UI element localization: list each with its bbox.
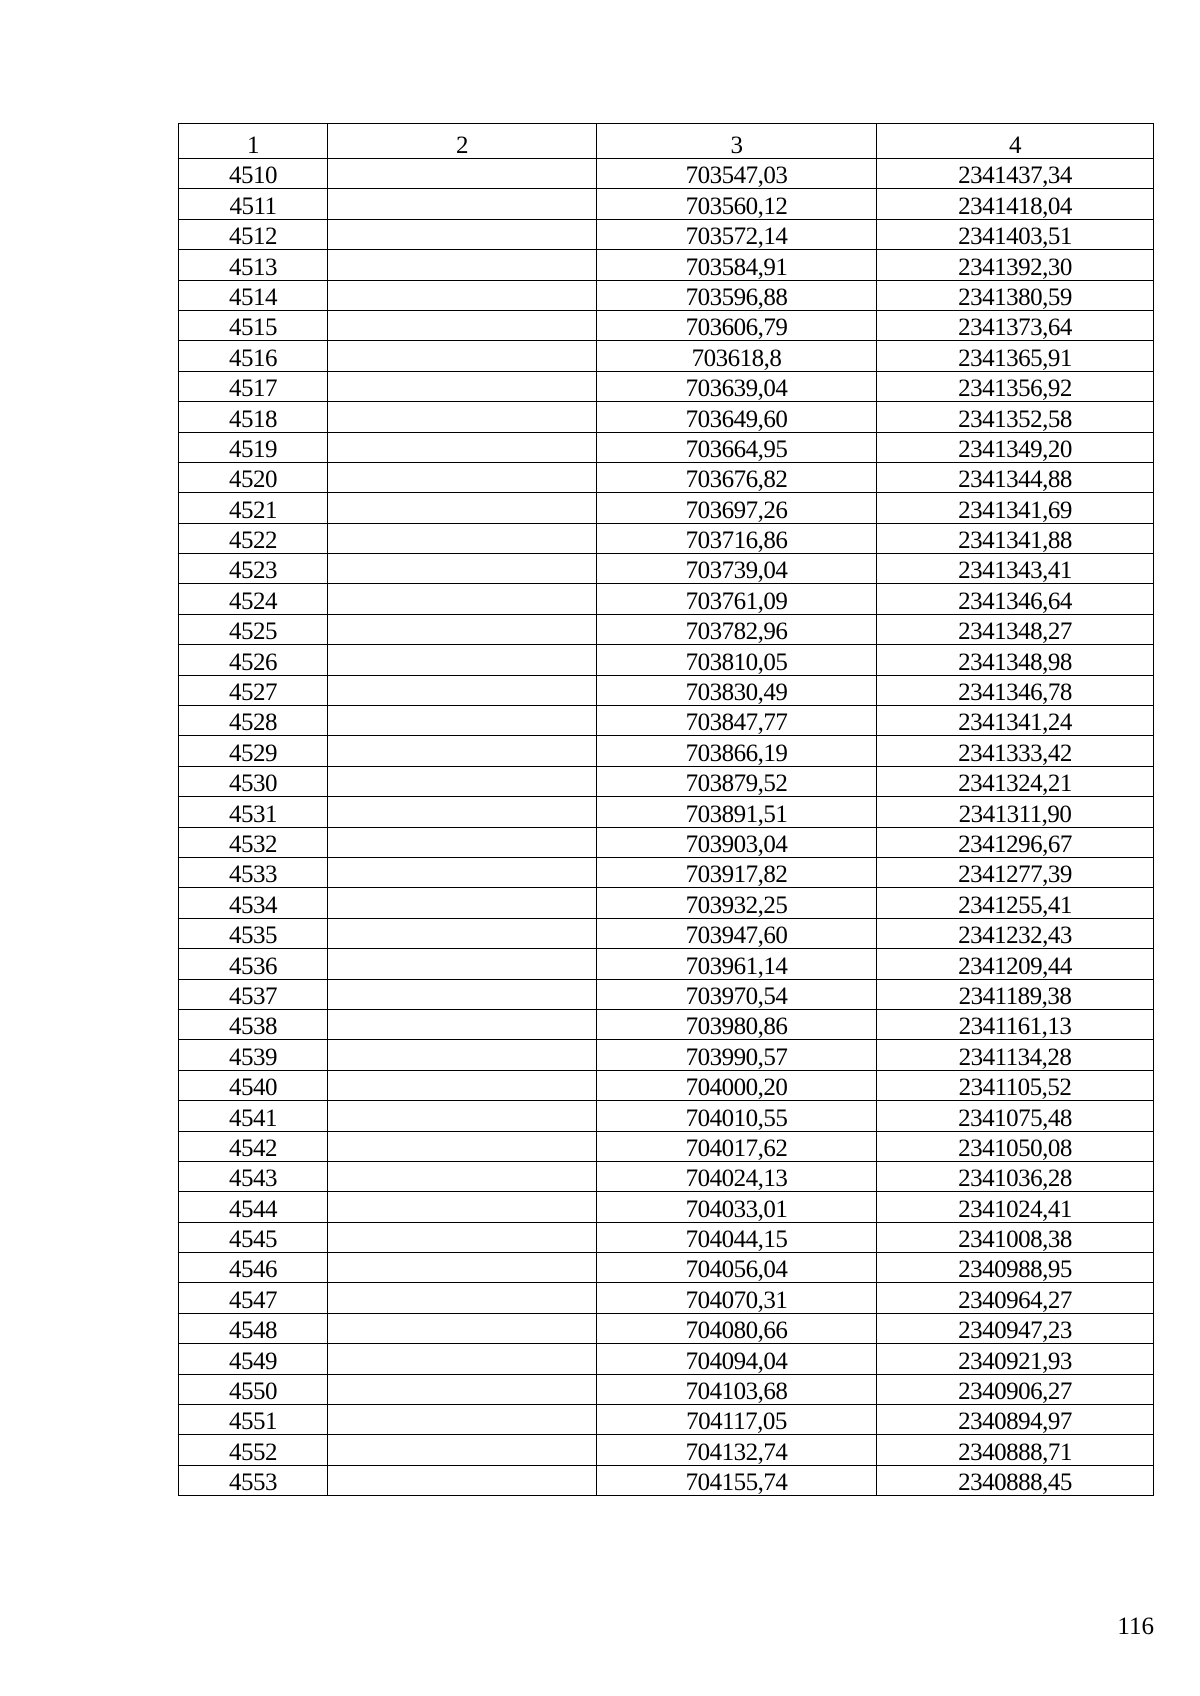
description-cell	[328, 1009, 597, 1039]
point-number-cell: 4549	[179, 1344, 328, 1374]
point-number-cell: 4553	[179, 1465, 328, 1495]
description-cell	[328, 1313, 597, 1343]
y-coordinate-cell: 2341348,98	[877, 645, 1154, 675]
description-cell	[328, 250, 597, 280]
description-cell	[328, 857, 597, 887]
table-row	[179, 310, 1154, 340]
table-row	[179, 219, 1154, 249]
x-coordinate-cell: 704044,15	[597, 1222, 877, 1252]
y-coordinate-cell: 2341232,43	[877, 918, 1154, 948]
x-coordinate-cell: 704056,04	[597, 1253, 877, 1283]
point-number-cell: 4543	[179, 1161, 328, 1191]
table-row	[179, 857, 1154, 887]
table-row	[179, 918, 1154, 948]
point-number-cell: 4540	[179, 1070, 328, 1100]
table-row	[179, 736, 1154, 766]
table-row	[179, 1040, 1154, 1070]
table-row	[179, 280, 1154, 310]
description-cell	[328, 371, 597, 401]
x-coordinate-cell: 703649,60	[597, 402, 877, 432]
description-cell	[328, 736, 597, 766]
y-coordinate-cell: 2341024,41	[877, 1192, 1154, 1222]
y-coordinate-cell: 2341437,34	[877, 159, 1154, 189]
y-coordinate-cell: 2341255,41	[877, 888, 1154, 918]
description-cell	[328, 1131, 597, 1161]
x-coordinate-cell: 703980,86	[597, 1009, 877, 1039]
y-coordinate-cell: 2341392,30	[877, 250, 1154, 280]
y-coordinate-cell: 2340947,23	[877, 1313, 1154, 1343]
description-cell	[328, 1283, 597, 1313]
x-coordinate-cell: 704103,68	[597, 1374, 877, 1404]
point-number-cell: 4522	[179, 523, 328, 553]
table-row	[179, 766, 1154, 796]
x-coordinate-cell: 703847,77	[597, 706, 877, 736]
x-coordinate-cell: 703761,09	[597, 584, 877, 614]
table-row	[179, 493, 1154, 523]
table-body	[179, 159, 1154, 1496]
point-number-cell: 4525	[179, 614, 328, 644]
x-coordinate-cell: 704080,66	[597, 1313, 877, 1343]
description-cell	[328, 523, 597, 553]
description-cell	[328, 280, 597, 310]
point-number-cell: 4538	[179, 1009, 328, 1039]
description-cell	[328, 462, 597, 492]
y-coordinate-cell: 2340888,71	[877, 1435, 1154, 1465]
description-cell	[328, 706, 597, 736]
point-number-cell: 4542	[179, 1131, 328, 1161]
y-coordinate-cell: 2341311,90	[877, 797, 1154, 827]
description-cell	[328, 949, 597, 979]
point-number-cell: 4524	[179, 584, 328, 614]
table-row	[179, 1405, 1154, 1435]
point-number-cell: 4511	[179, 189, 328, 219]
y-coordinate-cell: 2341346,78	[877, 675, 1154, 705]
description-cell	[328, 432, 597, 462]
table-header	[179, 124, 1154, 159]
y-coordinate-cell: 2341296,67	[877, 827, 1154, 857]
x-coordinate-cell: 703830,49	[597, 675, 877, 705]
table-row	[179, 432, 1154, 462]
y-coordinate-cell: 2341050,08	[877, 1131, 1154, 1161]
y-coordinate-cell: 2340964,27	[877, 1283, 1154, 1313]
y-coordinate-cell: 2341365,91	[877, 341, 1154, 371]
x-coordinate-cell: 703716,86	[597, 523, 877, 553]
description-cell	[328, 584, 597, 614]
description-cell	[328, 766, 597, 796]
x-coordinate-cell: 703866,19	[597, 736, 877, 766]
y-coordinate-cell: 2341341,69	[877, 493, 1154, 523]
y-coordinate-cell: 2341344,88	[877, 462, 1154, 492]
table-row	[179, 797, 1154, 827]
description-cell	[328, 1253, 597, 1283]
x-coordinate-cell: 703639,04	[597, 371, 877, 401]
table-row	[179, 1374, 1154, 1404]
point-number-cell: 4518	[179, 402, 328, 432]
x-coordinate-cell: 704017,62	[597, 1131, 877, 1161]
point-number-cell: 4537	[179, 979, 328, 1009]
description-cell	[328, 888, 597, 918]
x-coordinate-cell: 703903,04	[597, 827, 877, 857]
point-number-cell: 4547	[179, 1283, 328, 1313]
x-coordinate-cell: 704000,20	[597, 1070, 877, 1100]
point-number-cell: 4532	[179, 827, 328, 857]
table-row	[179, 1131, 1154, 1161]
x-coordinate-cell: 703782,96	[597, 614, 877, 644]
x-coordinate-cell: 703560,12	[597, 189, 877, 219]
y-coordinate-cell: 2340894,97	[877, 1405, 1154, 1435]
y-coordinate-cell: 2341189,38	[877, 979, 1154, 1009]
page-number: 116	[1117, 1613, 1154, 1640]
point-number-cell: 4546	[179, 1253, 328, 1283]
description-cell	[328, 1344, 597, 1374]
description-cell	[328, 554, 597, 584]
description-cell	[328, 1435, 597, 1465]
description-cell	[328, 1040, 597, 1070]
description-cell	[328, 219, 597, 249]
point-number-cell: 4521	[179, 493, 328, 523]
x-coordinate-cell: 704155,74	[597, 1465, 877, 1495]
point-number-cell: 4530	[179, 766, 328, 796]
point-number-cell: 4512	[179, 219, 328, 249]
table-row	[179, 1344, 1154, 1374]
table-row	[179, 706, 1154, 736]
column-header-1: 1	[179, 124, 328, 159]
point-number-cell: 4523	[179, 554, 328, 584]
column-header-3: 3	[597, 124, 877, 159]
x-coordinate-cell: 703547,03	[597, 159, 877, 189]
y-coordinate-cell: 2341277,39	[877, 857, 1154, 887]
point-number-cell: 4533	[179, 857, 328, 887]
description-cell	[328, 979, 597, 1009]
table-row	[179, 1435, 1154, 1465]
point-number-cell: 4527	[179, 675, 328, 705]
y-coordinate-cell: 2341036,28	[877, 1161, 1154, 1191]
description-cell	[328, 1192, 597, 1222]
x-coordinate-cell: 703618,8	[597, 341, 877, 371]
point-number-cell: 4541	[179, 1101, 328, 1131]
point-number-cell: 4535	[179, 918, 328, 948]
point-number-cell: 4519	[179, 432, 328, 462]
y-coordinate-cell: 2341341,24	[877, 706, 1154, 736]
point-number-cell: 4548	[179, 1313, 328, 1343]
x-coordinate-cell: 704117,05	[597, 1405, 877, 1435]
y-coordinate-cell: 2341075,48	[877, 1101, 1154, 1131]
y-coordinate-cell: 2341346,64	[877, 584, 1154, 614]
x-coordinate-cell: 704132,74	[597, 1435, 877, 1465]
x-coordinate-cell: 703917,82	[597, 857, 877, 887]
y-coordinate-cell: 2341134,28	[877, 1040, 1154, 1070]
table-row	[179, 462, 1154, 492]
x-coordinate-cell: 703572,14	[597, 219, 877, 249]
description-cell	[328, 159, 597, 189]
description-cell	[328, 918, 597, 948]
x-coordinate-cell: 703970,54	[597, 979, 877, 1009]
table-row	[179, 827, 1154, 857]
x-coordinate-cell: 703990,57	[597, 1040, 877, 1070]
description-cell	[328, 1222, 597, 1252]
table-row	[179, 371, 1154, 401]
description-cell	[328, 1465, 597, 1495]
coordinates-table	[178, 123, 1154, 1496]
y-coordinate-cell: 2341343,41	[877, 554, 1154, 584]
point-number-cell: 4510	[179, 159, 328, 189]
header-row	[179, 124, 1154, 159]
x-coordinate-cell: 703676,82	[597, 462, 877, 492]
table-row	[179, 614, 1154, 644]
point-number-cell: 4516	[179, 341, 328, 371]
table-row	[179, 554, 1154, 584]
table-row	[179, 159, 1154, 189]
table-row	[179, 523, 1154, 553]
point-number-cell: 4550	[179, 1374, 328, 1404]
x-coordinate-cell: 704070,31	[597, 1283, 877, 1313]
point-number-cell: 4551	[179, 1405, 328, 1435]
table-row	[179, 1283, 1154, 1313]
y-coordinate-cell: 2341418,04	[877, 189, 1154, 219]
point-number-cell: 4545	[179, 1222, 328, 1252]
y-coordinate-cell: 2341356,92	[877, 371, 1154, 401]
y-coordinate-cell: 2341373,64	[877, 310, 1154, 340]
point-number-cell: 4515	[179, 310, 328, 340]
column-header-2: 2	[328, 124, 597, 159]
point-number-cell: 4513	[179, 250, 328, 280]
x-coordinate-cell: 703664,95	[597, 432, 877, 462]
y-coordinate-cell: 2341380,59	[877, 280, 1154, 310]
description-cell	[328, 614, 597, 644]
x-coordinate-cell: 704033,01	[597, 1192, 877, 1222]
description-cell	[328, 1405, 597, 1435]
table-row	[179, 645, 1154, 675]
column-header-4: 4	[877, 124, 1154, 159]
point-number-cell: 4526	[179, 645, 328, 675]
x-coordinate-cell: 703584,91	[597, 250, 877, 280]
x-coordinate-cell: 703810,05	[597, 645, 877, 675]
table-row	[179, 189, 1154, 219]
y-coordinate-cell: 2340888,45	[877, 1465, 1154, 1495]
x-coordinate-cell: 703697,26	[597, 493, 877, 523]
table-row	[179, 1192, 1154, 1222]
point-number-cell: 4531	[179, 797, 328, 827]
y-coordinate-cell: 2341008,38	[877, 1222, 1154, 1252]
x-coordinate-cell: 703961,14	[597, 949, 877, 979]
table-row	[179, 1253, 1154, 1283]
table-row	[179, 1101, 1154, 1131]
y-coordinate-cell: 2341349,20	[877, 432, 1154, 462]
point-number-cell: 4536	[179, 949, 328, 979]
description-cell	[328, 1101, 597, 1131]
description-cell	[328, 341, 597, 371]
x-coordinate-cell: 704010,55	[597, 1101, 877, 1131]
point-number-cell: 4539	[179, 1040, 328, 1070]
x-coordinate-cell: 704094,04	[597, 1344, 877, 1374]
description-cell	[328, 1070, 597, 1100]
description-cell	[328, 310, 597, 340]
y-coordinate-cell: 2340921,93	[877, 1344, 1154, 1374]
x-coordinate-cell: 703606,79	[597, 310, 877, 340]
table-row	[179, 341, 1154, 371]
y-coordinate-cell: 2341105,52	[877, 1070, 1154, 1100]
table-row	[179, 1465, 1154, 1495]
description-cell	[328, 1161, 597, 1191]
description-cell	[328, 645, 597, 675]
table-row	[179, 675, 1154, 705]
x-coordinate-cell: 703947,60	[597, 918, 877, 948]
point-number-cell: 4520	[179, 462, 328, 492]
table-row	[179, 1161, 1154, 1191]
y-coordinate-cell: 2340988,95	[877, 1253, 1154, 1283]
point-number-cell: 4529	[179, 736, 328, 766]
y-coordinate-cell: 2341324,21	[877, 766, 1154, 796]
table-row	[179, 1009, 1154, 1039]
x-coordinate-cell: 704024,13	[597, 1161, 877, 1191]
description-cell	[328, 402, 597, 432]
table-row	[179, 584, 1154, 614]
table-row	[179, 250, 1154, 280]
description-cell	[328, 189, 597, 219]
table-row	[179, 1070, 1154, 1100]
y-coordinate-cell: 2341161,13	[877, 1009, 1154, 1039]
table-row	[179, 888, 1154, 918]
description-cell	[328, 1374, 597, 1404]
description-cell	[328, 797, 597, 827]
point-number-cell: 4517	[179, 371, 328, 401]
table-row	[179, 949, 1154, 979]
point-number-cell: 4534	[179, 888, 328, 918]
description-cell	[328, 827, 597, 857]
y-coordinate-cell: 2341403,51	[877, 219, 1154, 249]
table-row	[179, 402, 1154, 432]
y-coordinate-cell: 2341352,58	[877, 402, 1154, 432]
y-coordinate-cell: 2341348,27	[877, 614, 1154, 644]
x-coordinate-cell: 703879,52	[597, 766, 877, 796]
table-row	[179, 1222, 1154, 1252]
x-coordinate-cell: 703739,04	[597, 554, 877, 584]
table-row	[179, 1313, 1154, 1343]
point-number-cell: 4514	[179, 280, 328, 310]
y-coordinate-cell: 2340906,27	[877, 1374, 1154, 1404]
y-coordinate-cell: 2341341,88	[877, 523, 1154, 553]
table-row	[179, 979, 1154, 1009]
x-coordinate-cell: 703596,88	[597, 280, 877, 310]
point-number-cell: 4544	[179, 1192, 328, 1222]
y-coordinate-cell: 2341333,42	[877, 736, 1154, 766]
point-number-cell: 4528	[179, 706, 328, 736]
description-cell	[328, 675, 597, 705]
description-cell	[328, 493, 597, 523]
point-number-cell: 4552	[179, 1435, 328, 1465]
y-coordinate-cell: 2341209,44	[877, 949, 1154, 979]
x-coordinate-cell: 703932,25	[597, 888, 877, 918]
x-coordinate-cell: 703891,51	[597, 797, 877, 827]
